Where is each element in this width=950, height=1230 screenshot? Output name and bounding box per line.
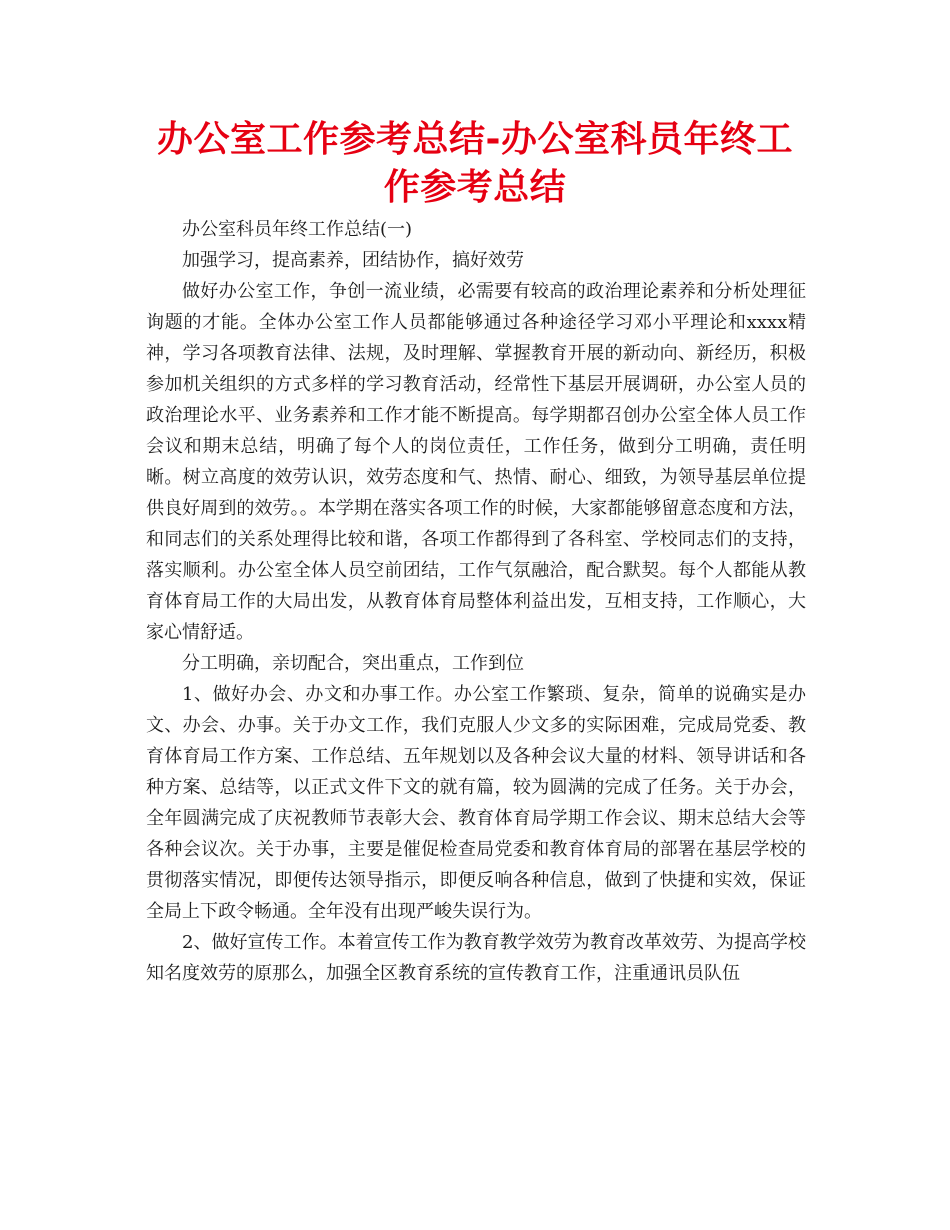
section-subheading: 分工明确，亲切配合，突出重点，工作到位 [182, 653, 524, 674]
section-subheading: 加强学习，提高素养，团结协作，搞好效劳 [182, 250, 524, 271]
document-title: 办公室工作参考总结-办公室科员年终工作参考总结 [157, 119, 793, 208]
section-heading: 办公室科员年终工作总结(一) [182, 219, 413, 240]
body-paragraph: 做好办公室工作，争创一流业绩，必需要有较高的政治理论素养和分析处理征询题的才能。全体办公室工作人员都能够通过各种途径学习邓小平理论和xxxx精神，学习各项教育法律、法规，及时理解、掌握教育开展的新动向、新经历，积极参加机关组织的方式多样的学习教育活动，经常性下基层开展调研，办公室人员的政治理论水平、业务素养和工作才能不断提高。每学期都召创办公室全体人员工作会议和期末总结，明确了每个人的岗位责任，工作任务，做到分工明确，责任明晰。树立高度的效劳认识，效劳态度和气、热情、耐心、细致，为领导基层单位提供良好周到的效劳。。本学期在落实各项工作的时候，大家都能够留意态度和方法，和同志们的关系处理得比较和谐，各项工作都得到了各科室、学校同志们的支持，落实顺利。办公室全体人员空前团结，工作气氛融洽，配合默契。每个人都能从教育体育局工作的大局出发，从教育体育局整体利益出发，互相支持，工作顺心，大家心情舒适。 [146, 281, 806, 643]
body-paragraph: 2、做好宣传工作。本着宣传工作为教育教学效劳为教育改革效劳、为提高学校知名度效劳的原那么，加强全区教育系统的宣传教育工作，注重通讯员队伍 [146, 932, 806, 984]
body-paragraph: 1、做好办会、办文和办事工作。办公室工作繁琐、复杂，简单的说确实是办文、办会、办事。关于办文工作，我们克服人少文多的实际困难，完成局党委、教育体育局工作方案、工作总结、五年规划以及各种会议大量的材料、领导讲话和各种方案、总结等，以正式文件下文的就有篇，较为圆满的完成了任务。关于办会，全年圆满完成了庆祝教师节表彰大会、教育体育局学期工作会议、期末总结大会等各种会议次。关于办事，主要是催促检查局党委和教育体育局的部署在基层学校的贯彻落实情况，即便传达领导指示，即便反响各种信息，做到了快捷和实效，保证全局上下政令畅通。全年没有出现严峻失误行为。 [146, 684, 806, 922]
document-body [146, 214, 806, 989]
